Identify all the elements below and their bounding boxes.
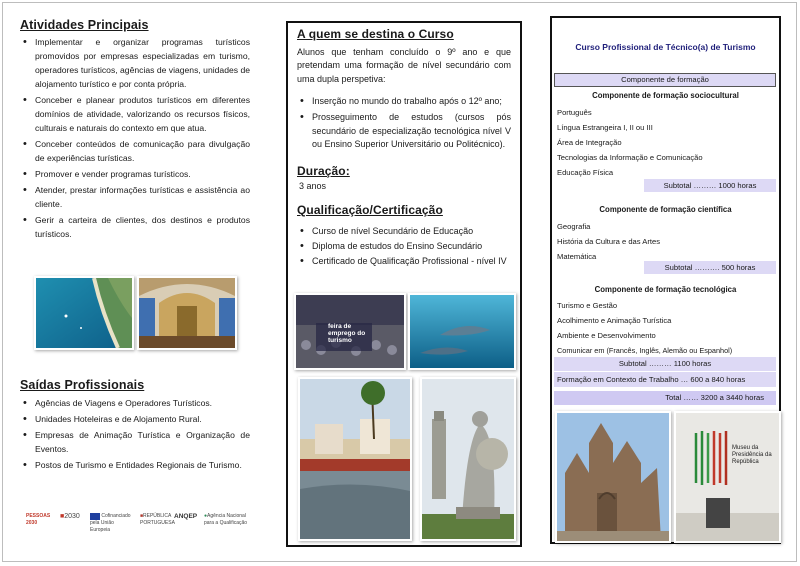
qualification-heading: Qualificação/Certificação (297, 203, 443, 218)
photo-museum-entrance (674, 411, 781, 543)
group-sociocultural-title: Componente de formação sociocultural (592, 91, 739, 100)
course-title: Curso Profissional de Técnico(a) de Turismo (575, 42, 756, 52)
column-careers (20, 378, 250, 474)
audience-list (297, 95, 511, 152)
list-item: • Prosseguimento de estudos (cursos pós secundário de especialização tecnológica nível V ou Ensino Superior Universitário ou Politécnico). (297, 111, 511, 152)
subject-item: Acolhimento e Animação Turística (557, 316, 672, 325)
work-context-value: Formação em Contexto de Trabalho … 600 a 840 horas (557, 375, 746, 384)
group-scientific-title: Componente de formação científica (599, 205, 732, 214)
job-fair-logo-text: feira de emprego do turismo (328, 323, 366, 344)
list-item: • Atender, prestar informações turísticas e assistência ao cliente. (20, 183, 250, 211)
subject-list (557, 219, 777, 264)
list-item: • Unidades Hoteleiras e de Alojamento Rural. (20, 412, 250, 426)
component-header (554, 73, 776, 87)
list-item: • Conceber e planear produtos turísticos em diferentes domínios de atividade, valorizando os recursos físicos, culturais e naturais do contexto em que atua. (20, 93, 250, 135)
duration-heading: Duração: (297, 163, 350, 178)
group-technological-title: Componente de formação tecnológica (594, 285, 737, 294)
subject-item: Educação Física (557, 168, 614, 177)
logo-anqep: ANQEP (174, 513, 198, 520)
sponsor-logos (26, 513, 256, 533)
careers-list (20, 396, 250, 472)
logo-republica: ■REPÚBLICA PORTUGUESA (140, 513, 175, 526)
subject-list (557, 105, 777, 180)
audience-intro: Alunos que tenham concluído o 9º ano e que pretendam uma formação de nível secundário com uma dupla perspetiva: (297, 47, 511, 84)
column-audience (286, 21, 522, 547)
subject-item: Área de Integração (557, 138, 622, 147)
subject-item: Língua Estrangeira I, II ou III (557, 123, 653, 132)
subject-list (557, 298, 779, 358)
logo-pessoas: PESSOAS 2030 (26, 513, 51, 526)
subtotal-value: Subtotal ……… 1000 horas (663, 181, 757, 190)
museum-sign-text: Museu da Presidência da República (732, 445, 772, 465)
column-activities (20, 18, 250, 243)
activities-list (20, 35, 250, 241)
list-item: • Conceber conteúdos de comunicação para divulgação de experiências turísticas. (20, 137, 250, 165)
list-item: • Postos de Turismo e Entidades Regionais de Turismo. (20, 458, 250, 472)
subject-item: Ambiente e Desenvolvimento (557, 331, 656, 340)
photo-batalha-monastery (555, 411, 671, 543)
subject-item: História da Cultura e das Artes (557, 237, 660, 246)
column-course-plan (550, 16, 781, 544)
list-item: • Inserção no mundo do trabalho após o 12º ano; (297, 95, 511, 109)
list-item: • Empresas de Animação Turística e Organização de Eventos. (20, 428, 250, 456)
subtotal-row (554, 357, 776, 371)
list-item: • Implementar e organizar programas turísticos promovidos por empresas especializadas em turismo, operadores turísticos, agências de viagens, unidades de alojamento turístico e por conta própria. (20, 35, 250, 91)
subject-item: Geografia (557, 222, 591, 231)
list-item: • Certificado de Qualificação Profissional - nível IV (297, 255, 511, 268)
subtotal-value: Subtotal ………. 500 horas (664, 263, 756, 272)
photo-beach (34, 276, 134, 350)
logo-agencia: ●Agência Nacional para a Qualificação (204, 513, 248, 526)
subtotal-value: Subtotal ……… 1100 horas (618, 359, 712, 368)
subject-item: Matemática (557, 252, 597, 261)
list-item: • Curso de nível Secundário de Educação (297, 225, 511, 238)
subtotal-row (644, 261, 776, 274)
photo-job-fair (294, 293, 406, 370)
work-context-row (554, 372, 776, 387)
total-value: Total …… 3200 a 3440 horas (665, 393, 764, 402)
photo-aveiro-canal (298, 377, 412, 541)
subject-item: Turismo e Gestão (557, 301, 618, 310)
qualification-list (297, 225, 511, 268)
subject-item: Tecnologias da Informação e Comunicação (557, 153, 703, 162)
list-item: • Gerir a carteira de clientes, dos destinos e produtos turísticos. (20, 213, 250, 241)
audience-heading: A quem se destina o Curso (297, 27, 454, 41)
list-item: • Agências de Viagens e Operadores Turísticos. (20, 396, 250, 410)
photo-dolphins (408, 293, 516, 370)
subject-item: Comunicar em (Francês, Inglês, Alemão ou Espanhol) (557, 346, 733, 355)
activities-heading: Atividades Principais (20, 18, 149, 32)
logo-eu: Cofinanciado pela União Europeia (90, 513, 131, 533)
component-header-label: Componente de formação (621, 75, 709, 84)
logo-2030: ■2030 (60, 513, 80, 520)
photo-church-interior (137, 276, 237, 350)
total-row (554, 391, 776, 405)
careers-heading: Saídas Profissionais (20, 378, 145, 392)
photo-tower-statue (420, 377, 516, 541)
subject-item: Português (557, 108, 592, 117)
list-item: • Promover e vender programas turísticos. (20, 167, 250, 181)
subtotal-row (644, 179, 776, 192)
duration-value: 3 anos (299, 180, 327, 191)
list-item: • Diploma de estudos do Ensino Secundário (297, 240, 511, 253)
